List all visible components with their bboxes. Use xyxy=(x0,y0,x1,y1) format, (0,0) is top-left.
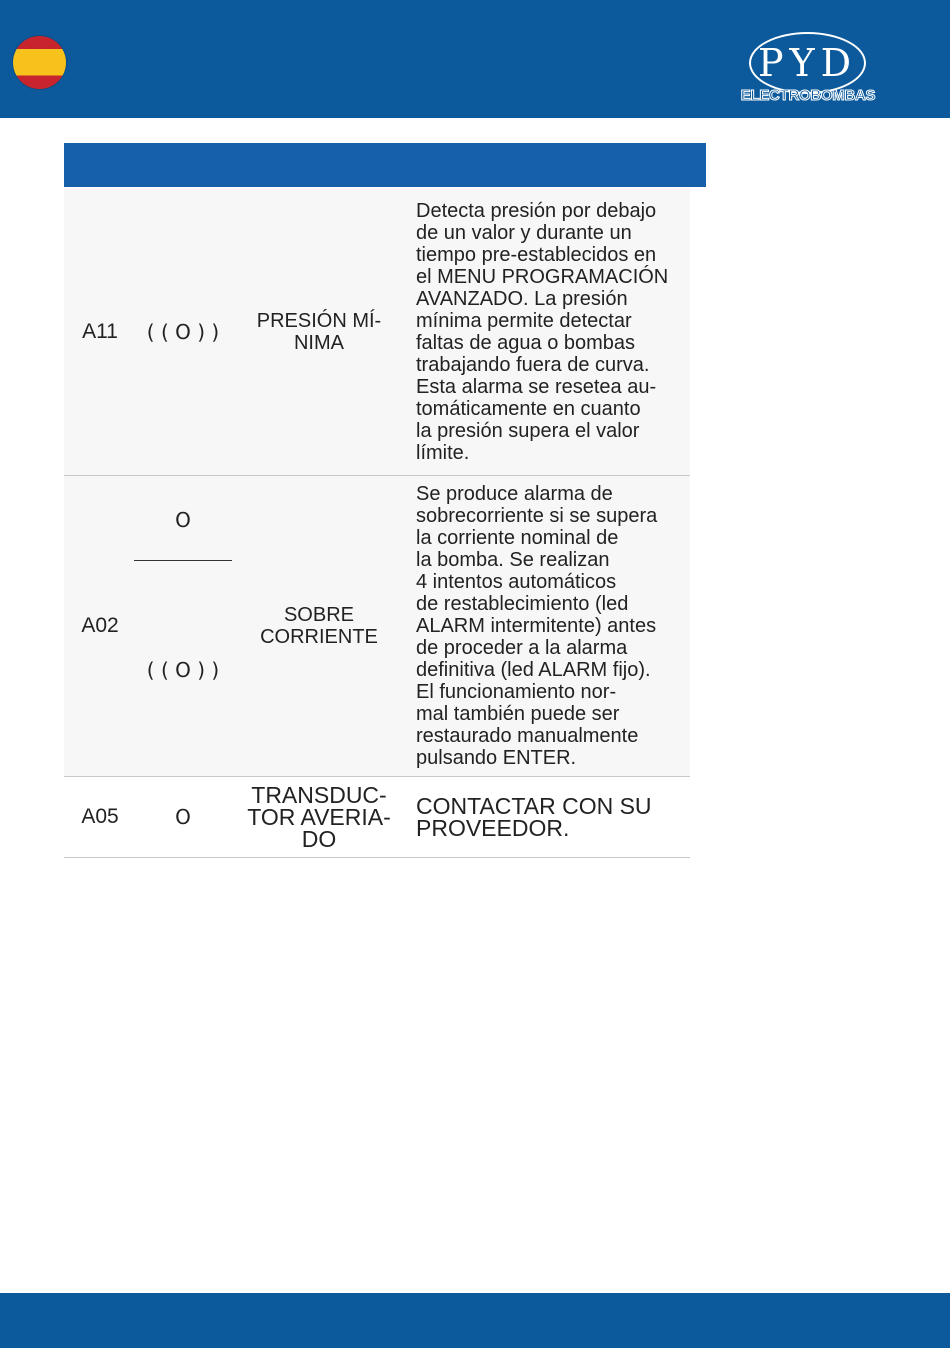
alarm-description: Detecta presión por debajo de un valor y durante un tiempo pre-establecidos en el MENU PROGRAMACIÓN AVANZADO. La presión mínima permite detectar faltas de agua o bombas trabajando fuera de curva. Esta alarma se resetea au- tomáticamente en cuanto la presión supera el valor límite. xyxy=(416,199,669,464)
symbol-divider xyxy=(134,560,232,561)
table-row xyxy=(64,777,690,858)
led-symbol-blinking: ( ( O ) ) xyxy=(146,658,220,682)
alarm-code: A11 xyxy=(82,319,118,343)
table-row xyxy=(64,476,690,777)
page-header xyxy=(0,0,950,118)
led-symbol-steady: O xyxy=(175,508,191,532)
led-symbol: O xyxy=(175,805,191,829)
alarm-description: CONTACTAR CON SU PROVEEDOR. xyxy=(416,793,652,841)
table-header-bar xyxy=(64,143,706,187)
alarm-name: TRANSDUC- TOR AVERIA- DO xyxy=(247,782,391,852)
alarm-name: PRESIÓN MÍ- NIMA xyxy=(256,309,382,354)
logo-brand: PYD xyxy=(757,41,858,85)
table-row xyxy=(64,188,690,476)
led-symbol: ( ( O ) ) xyxy=(146,319,220,344)
page-footer xyxy=(0,1293,950,1348)
alarm-description: Se produce alarma de sobrecorriente si se supera la corriente nominal de la bomba. Se realizan 4 intentos automáticos de restablecimiento (led ALARM intermitente) antes de proceder a la alarma definitiva (led ALARM fijo). El funcionamiento nor- mal también puede ser restaurado manualmente pulsando ENTER. xyxy=(416,483,658,769)
alarm-name: SOBRE CORRIENTE xyxy=(260,604,378,648)
pyd-logo xyxy=(735,30,885,108)
led-symbol-stack xyxy=(136,476,230,776)
alarm-code: A02 xyxy=(81,614,119,637)
logo-subtitle: ELECTROBOMBAS xyxy=(740,87,876,104)
spain-flag-icon xyxy=(13,36,66,89)
alarm-code: A05 xyxy=(81,805,119,828)
